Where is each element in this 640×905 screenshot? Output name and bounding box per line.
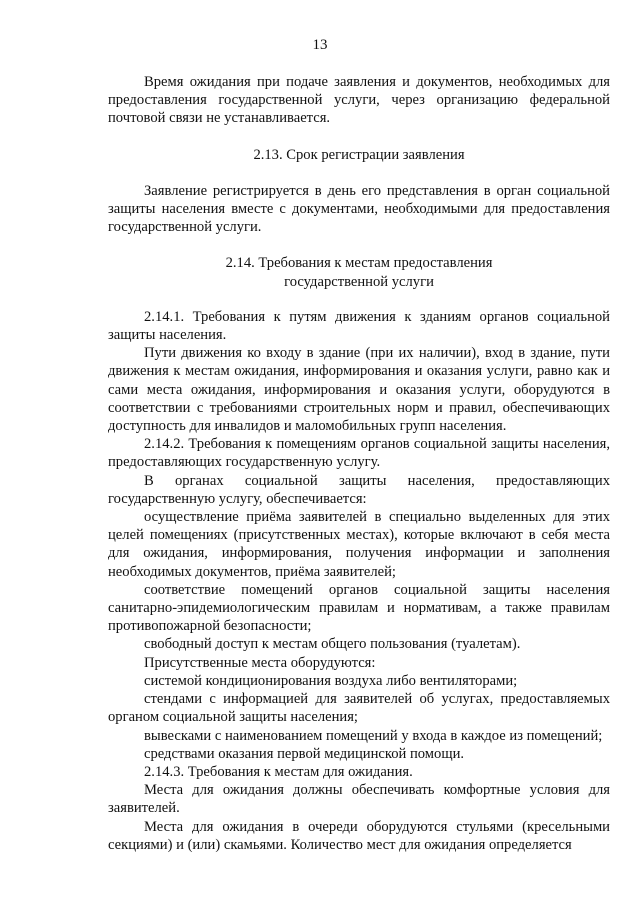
spacer	[108, 128, 610, 146]
document-body	[108, 73, 610, 854]
paragraph-registration: Заявление регистрируется в день его представления в орган социальной защиты населения вместе с документами, необходимыми для предоставления государственной услуги.	[108, 182, 610, 236]
paragraph-equipped: Присутственные места оборудуются:	[144, 654, 376, 671]
paragraph-2-14-3: 2.14.3. Требования к местам для ожидания.	[144, 763, 413, 780]
section-heading-2-14-line2: государственной услуги	[284, 273, 434, 290]
page-number: 13	[312, 37, 328, 53]
spacer	[108, 164, 610, 182]
paragraph-stands: стендами с информацией для заявителей об услугах, предоставляемых органом социальной защиты населения;	[108, 691, 610, 726]
paragraph-2-14-2: 2.14.2. Требования к помещениям органов социальной защиты населения, предоставляющих государственную услугу.	[108, 436, 610, 471]
paragraph-reception: осуществление приёма заявителей в специально выделенных для этих целей помещениях (присутственных местах), которые включают в себя места для ожидания, информирования, получения информации и заполнения необходимых документов, приёма заявителей;	[108, 509, 610, 580]
paragraph-comfort: Места для ожидания должны обеспечивать комфортные условия для заявителей.	[108, 782, 610, 817]
spacer	[108, 291, 610, 308]
paragraph-first-aid: средствами оказания первой медицинской помощи.	[144, 745, 465, 762]
paragraph-provided: В органах социальной защиты населения, предоставляющих государственную услугу, обеспечивается:	[108, 472, 610, 507]
spacer	[108, 236, 610, 254]
paragraph-signs: вывесками с наименованием помещений у входа в каждое из помещений;	[144, 727, 603, 744]
paragraph-2-14-1: 2.14.1. Требования к путям движения к зданиям органов социальной защиты населения.	[108, 308, 610, 344]
paragraph-seating: Места для ожидания в очереди оборудуются стульями (кресельными секциями) и (или) скамьями. Количество мест для ожидания определяется	[108, 818, 610, 853]
paragraph-free-access: свободный доступ к местам общего пользования (туалетам).	[144, 636, 521, 653]
paragraph-paths: Пути движения ко входу в здание (при их наличии), вход в здание, пути движения к местам ожидания, информирования и оказания услуги, равно как и сами места ожидания, информирования и оказания услуги, оборудуются в соответствии с требованиями строительных норм и правил, обеспечивающих доступность для инвалидов и маломобильных групп населения.	[108, 345, 610, 435]
paragraph-conditioning: системой кондиционирования воздуха либо вентиляторами;	[144, 672, 518, 689]
section-heading-2-14-line1: 2.14. Требования к местам предоставления	[225, 255, 493, 272]
section-heading-2-13: 2.13. Срок регистрации заявления	[253, 146, 465, 163]
paragraph-sanitary: соответствие помещений органов социальной защиты населения санитарно-эпидемиологическим правилам и нормативам, а также правилам противопожарной безопасности;	[108, 581, 610, 635]
paragraph-waiting-time: Время ожидания при подаче заявления и документов, необходимых для предоставления государственной услуги, через организацию федеральной почтовой связи не устанавливается.	[108, 74, 610, 127]
